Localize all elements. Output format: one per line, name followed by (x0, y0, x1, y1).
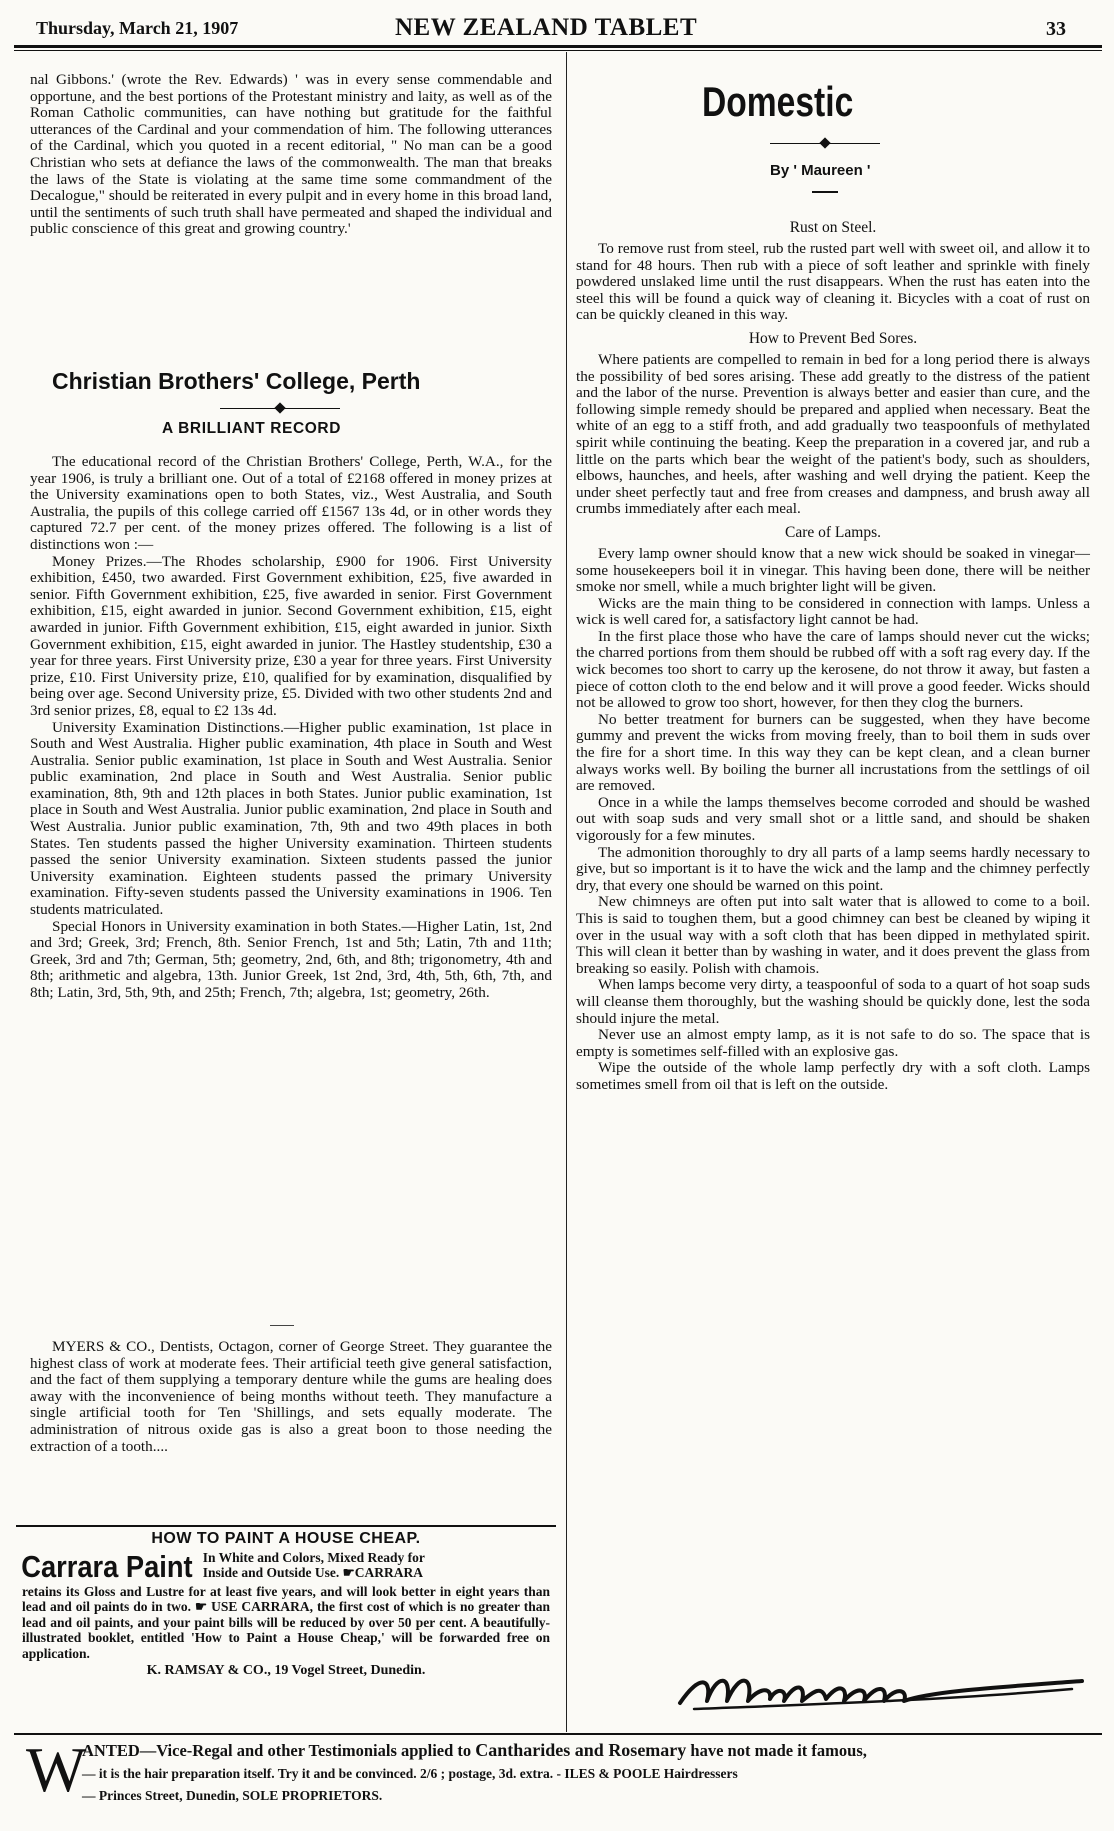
header-rule (14, 45, 1102, 51)
section-paragraph: New chimneys are often put into salt water that is allowed to come to a boil. This is said to toughen them, but a good chimney can best be cleaned by wiping it over in the usual way with a soft cloth that has been dipped in methylated spirit. This will clean it better than by washing in water, and it does prevent the glass from breaking so easily. Polish with chamois. (576, 893, 1090, 977)
section-paragraph: Wicks are the main thing to be considered in connection with lamps. Unless a wick is well cared for, a satisfactory light cannot be had. (576, 594, 1090, 629)
section-paragraph: When lamps become very dirty, a teaspoonful of soda to a quart of hot soap suds will cleanse them thoroughly, but the washing should be quickly done, lest the soda should injure the metal. (576, 976, 1090, 1027)
cbc-paragraph: Money Prizes.—The Rhodes scholarship, £900 for 1906. First University exhibition, £450, two awarded. First Government exhibition, £25, five awarded in senior. Fifth Government exhibition, £25, five awarded in senior. First Government exhibition, £15, eight awarded in junior. Second Government exhibition, £15, eight awarded in junior. Fifth Government exhibition, £15, eight awarded in junior. Sixth Government exhibition, £15, eight awarded in junior. The Hastley studentship, £30 a year for three years. First University prize, £30 a year for three years. First University prize, £10. First University prize, £10, qualified for by examination, disqualified by being over age. Second University prize, £5. Divided with two other students 2nd and 3rd senior prizes, £8, equal to £2 13s 4d. (30, 552, 552, 719)
pointing-hand-icon: ☛ (342, 1565, 355, 1580)
section-paragraph: Where patients are compelled to remain in bed for a long period there is always the possibility of bed sores arising. These add greatly to the distress of the patient and the labor of the nurse. Prevention is always better and easier than cure, and the following simple remedy should be prepared and applied when necessary. Beat the white of an egg to a stiff froth, and add gradually two teaspoonfuls of methylated spirit while continuing the beating. Keep the preparation in a covered jar, and rub a little on the parts which bear the weight of the patient's body, such as shoulders, elbows, haunches, and heels, after washing and well drying the patient. Keep the under sheet perfectly taut and free from creases and dampness, and brush away all crumbs immediately after each meal. (576, 350, 1090, 518)
header-date: Thursday, March 21, 1907 (36, 18, 239, 38)
cbc-paragraph: University Examination Distinctions.—Higher public examination, 1st place in South and West Australia. Higher public examination, 4th place in South and West Australia. Senior public examination, 1st place in South and West Australia. Senior public examination, 2nd place in South and West Australia. Senior public examination, 8th, 9th and 12th places in both States. Junior public examination, 1st place in South and West Australia. Junior public examination, 2nd place in South and West Australia. Junior public examination, 7th, 9th and two 49th places in both States. Ten students passed the higher University examination. Thirteen students passed the senior University examination. Sixteen students passed the junior University examination. Eighteen students passed the primary University examination. Fifty-seven students passed the University examinations in 1906. Ten students matriculated. (30, 718, 552, 919)
section-rust (576, 219, 1090, 324)
masthead-title: NEW ZEALAND TABLET (395, 14, 698, 41)
section-paragraph: Once in a while the lamps themselves become corroded and should be washed out with soap suds and very small shot or a little sand, and should be shaken vigorously for a few minutes. (576, 793, 1090, 844)
section-lamps (576, 524, 1090, 1094)
bottom-ad-line: — Princes Street, Dunedin, SOLE PROPRIETORS. (82, 1788, 383, 1803)
section-paragraph: In the first place those who have the care of lamps should never cut the wicks; the charred portions from them should be rubbed off with a soft rag every day. If the wick becomes too short to carry up the kerosene, do not throw it away, but fasten a piece of cotton cloth to the end below and it will prove a good feeder. Wicks should not be allowed to grow too short, however, for then they clog the burners. (576, 627, 1090, 712)
section-heading: Rust on Steel. (789, 219, 877, 236)
left-column (30, 72, 552, 238)
section-heading: Care of Lamps. (785, 523, 881, 541)
section-paragraph: The admonition thoroughly to dry all parts of a lamp seems hardly necessary to give, but so important is it to have the wick and the lamp and the chimney perfectly dry, that every one should be warned on this point. (576, 843, 1090, 894)
cbc-title: Christian Brothers' College, Perth (52, 368, 421, 394)
section-paragraph: Wipe the outside of the whole lamp perfectly dry with a soft cloth. Lamps sometimes smell from oil that is left on the outside. (576, 1059, 1090, 1093)
section-bed-sores (576, 330, 1090, 518)
right-column (576, 213, 1090, 1094)
ad-tagline: Inside and Outside Use. ☛CARRARA (202, 1565, 423, 1580)
myers-paragraph: MYERS & CO., Dentists, Octagon, corner of George Street. They guarantee the highest class of work at moderate fees. Their artificial teeth give general satisfaction, and the fact of them supplying a temporary denture while the gums are healing does away with the inconvenience of being months without teeth. They manufacture a single artificial tooth for Ten 'Shillings, and sets equally moderate. The administration of nitrous oxide gas is also a great boon to those needing the extraction of a tooth.... (30, 1338, 552, 1455)
cbc-paragraph: The educational record of the Christian Brothers' College, Perth, W.A., for the year 1906, is truly a brilliant one. Out of a total of £2168 offered in money prizes at the University examinations open to both States, viz., West Australia, and South Australia, the pupils of this college carried off £1567 13s 4d, or in other words they captured 72.7 per cent. of the money prizes offered. The following is a list of distinctions won :— (30, 453, 552, 553)
ornament-rule (220, 403, 340, 415)
bottom-ad-line: ANTED—Vice-Regal and other Testimonials applied to Cantharides and Rosemary have not made it famous, (82, 1740, 867, 1760)
byline: By ' Maureen ' (770, 162, 871, 179)
section-paragraph: No better treatment for burners can be suggested, when they have become gummy and prevent the wicks from moving freely, than to boil them in suds over the fire for a short time. In this way they can be kept clean, and a clean burner always works well. By boiling the burner all incrustations from the settlings of oil are removed. (576, 710, 1090, 795)
section-paragraph: Every lamp owner should know that a new wick should be soaked in vinegar—some housekeepers boil it in vinegar. This having been done, there will be neither smoke nor smell, while a much brighter light will be given. (576, 544, 1090, 596)
signature (672, 1651, 1092, 1721)
ornament-rule (770, 138, 880, 150)
bottom-ad-rule (14, 1733, 1102, 1735)
ad-body: retains its Gloss and Lustre for at least five years, and will look better in eight years than lead and oil paints do in two. ☛ USE CARRARA, the first cost of which is no greater than lead and oil paints, and your paint bills will be reduced by over 50 per cent. A beautifully-illustrated booklet, entitled 'How to Paint a House Cheap,' will be forwarded free on application. (22, 1584, 550, 1661)
byline-rule (812, 191, 838, 193)
myers-notice (30, 1339, 552, 1455)
domestic-rule (770, 136, 880, 152)
bottom-ad-line: — it is the hair preparation itself. Try it and be convinced. 2/6 ; postage, 3d. extra. - ILES & POOLE Hairdressers (82, 1766, 738, 1781)
ad-footer: K. RAMSAY & CO., 19 Vogel Street, Dunedin. (146, 1663, 426, 1679)
carrara-ad (16, 1525, 556, 1679)
cbc-paragraph: Special Honors in University examination in both States.—Higher Latin, 1st, 2nd and 3rd; Greek, 3rd; French, 8th. Senior French, 1st and 5th; Latin, 7th and 11th; Greek, 3rd and 7th; German, 5th; geometry, 2nd, 6th, and 8th; trigonometry, 4th and 8th; arithmetic and algebra, 13th. Junior Greek, 1st 2nd, 3rd, 4th, 5th, 6th, 7th, and 8th; Latin, 3rd, 5th, 9th, and 25th; French, 7th; algebra, 1st; geometry, 26th. (30, 917, 552, 1001)
ad-heading: HOW TO PAINT A HOUSE CHEAP. (151, 1530, 421, 1547)
ad-brand: Carrara Paint (21, 1549, 193, 1584)
cbc-subtitle: A BRILLIANT RECORD (162, 420, 341, 437)
section-divider (270, 1325, 294, 1326)
bottom-ad (26, 1734, 1104, 1807)
section-heading: How to Prevent Bed Sores. (748, 329, 918, 347)
signature-graphic (672, 1651, 1092, 1721)
cbc-body (30, 454, 552, 1002)
column-divider (566, 52, 567, 1732)
ad-tagline: In White and Colors, Mixed Ready for (202, 1550, 425, 1565)
section-paragraph: To remove rust from steel, rub the rusted part well with sweet oil, and allow it to stand for 48 hours. Then rub with a piece of soft leather and sprinkle with finely powdered unslaked lime until the rust disappears. When the rust has eaten into the steel this will be found a quick way of cleaning it. Bicycles with a coat of rust on can be quickly cleaned in this way. (576, 240, 1090, 324)
cbc-title-rule (220, 401, 340, 417)
section-paragraph: Never use an almost empty lamp, as it is not safe to do so. The space that is empty is sometimes self-filled with an explosive gas. (576, 1026, 1090, 1060)
page-number: 33 (1046, 18, 1066, 40)
drop-cap: W (26, 1734, 87, 1805)
intro-paragraph: nal Gibbons.' (wrote the Rev. Edwards) ' was in every sense commendable and opportune, and the best portions of the Protestant ministry and laity, as well as of the Roman Catholic communities, can have nothing but gratitude for the faithful utterances of the Cardinal and your commendation of him. The following utterances of the Cardinal, which you quoted in a recent editorial, " No man can be a good Christian who sets at defiance the laws of the commonwealth. The man that breaks the laws of the State is violating at the same time some commandment of the Decalogue," should be reiterated in every pulpit and in every home in this broad land, until the sentiments of such truth shall have permeated and shaped the individual and public conscience of this great and growing country.' (30, 71, 552, 238)
domestic-title: Domestic (702, 78, 854, 125)
